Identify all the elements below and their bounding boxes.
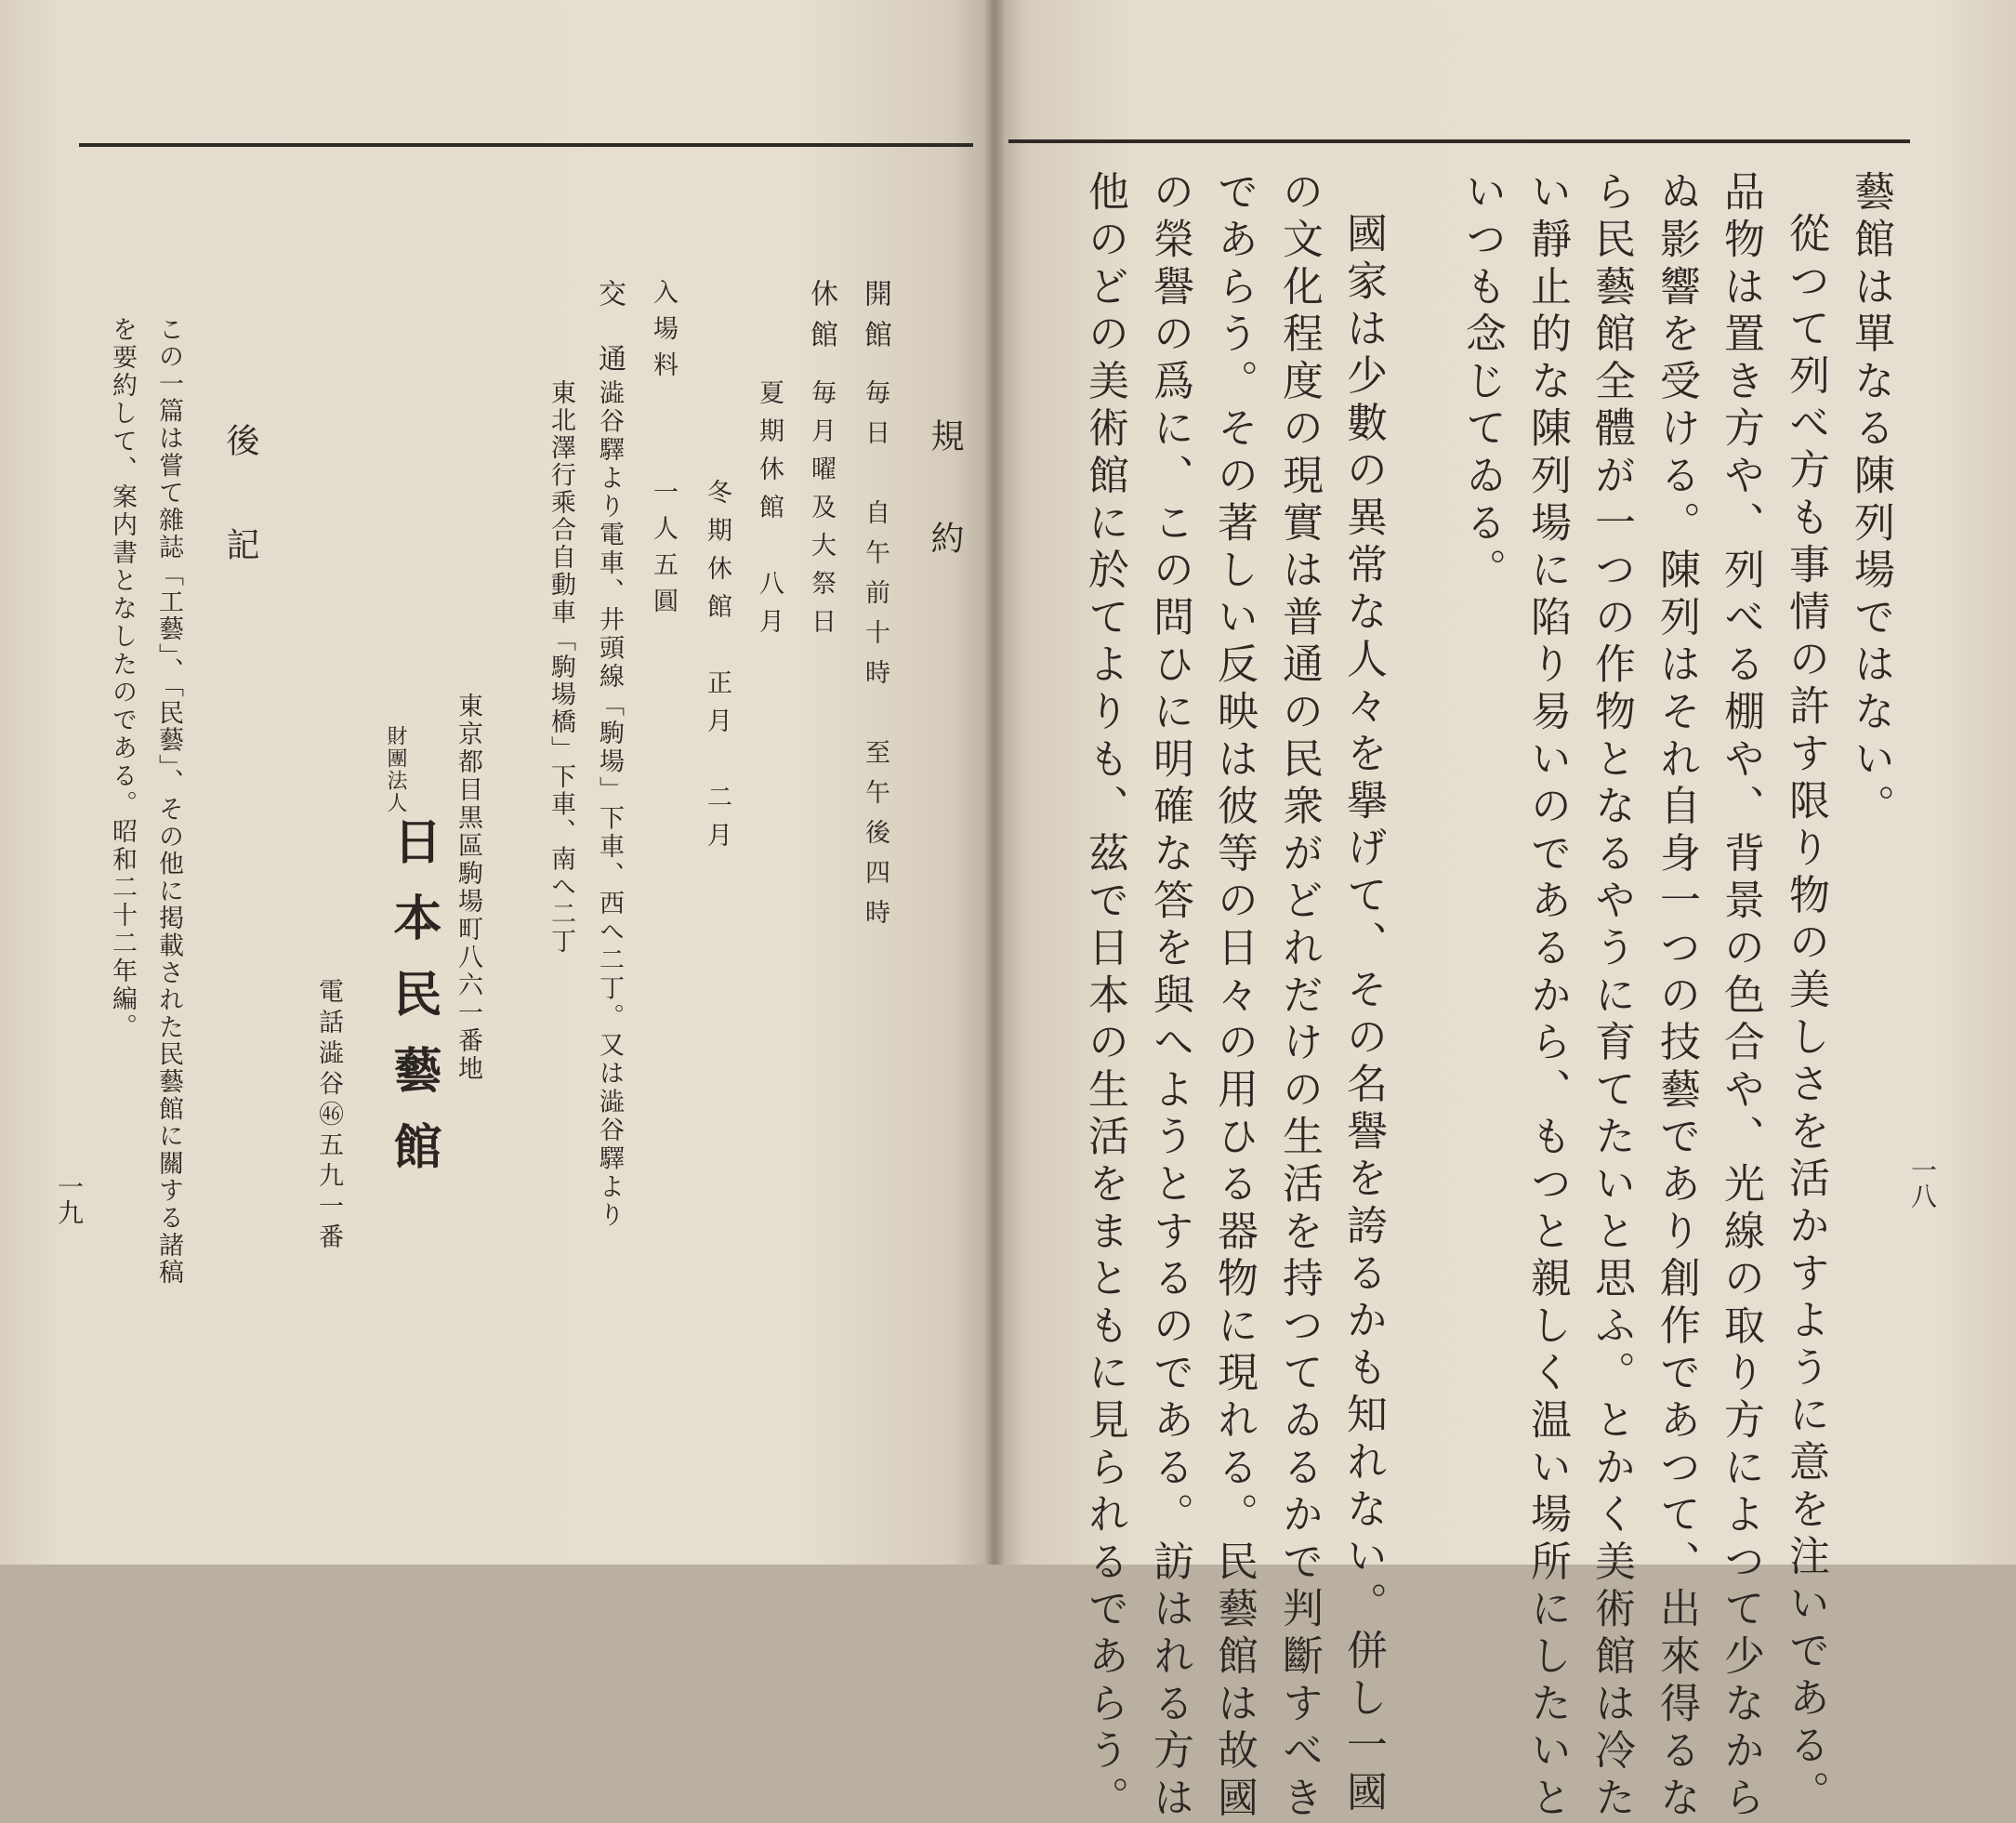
opening-label: 開館 (859, 279, 891, 361)
right-header-rule (1008, 139, 1910, 143)
admission-fee: 一人五圓 (649, 479, 678, 624)
body-column-1: 藝館は單なる陳列場ではない。 (1847, 170, 1894, 832)
book-gutter (985, 0, 1004, 1565)
winter-closure: 冬期休館 正月 二月 (703, 479, 731, 860)
left-folio: 一九 (54, 1173, 85, 1225)
body-column-8: 國家は少數の異常な人々を擧げて、その名譽を誇るかも知れない。併し一國 (1339, 212, 1387, 1818)
body-column-9: の文化程度の現實は普通の民衆がどれだけの生活を持つてゐるかで判斷すべき (1275, 170, 1323, 1823)
body-column-7: いつも念じてゐる。 (1458, 170, 1506, 596)
museum-name: 日本民藝館 (385, 816, 441, 1197)
transport-route-1: 澁谷驛より電車、井頭線「駒場」下車、西へ二丁。又は澁谷驛より (595, 379, 624, 1230)
body-column-3: 品物は置き方や、列べる棚や、背景の色合や、光線の取り方によつて少なから (1717, 170, 1764, 1823)
transport-route-2: 東北澤行乘合自動車「駒場橋」下車、南へ二丁 (547, 379, 575, 956)
body-column-12: 他のどの美術館に於てよりも、茲で日本の生活をまともに見られるであらう。 (1081, 170, 1128, 1823)
body-column-2: 從つて列べ方も事情の許す限り物の美しさを活かすように意を注いである。 (1782, 212, 1829, 1818)
body-column-6: い靜止的な陳列場に陷り易いのであるから、もつと親しく温い場所にしたいと (1523, 170, 1571, 1823)
left-page (0, 0, 993, 1565)
transport-label: 交通 (593, 279, 626, 409)
body-column-5: ら民藝館全體が一つの作物となるやうに育てたいと思ふ。とかく美術館は冷た (1588, 170, 1635, 1823)
body-column-4: ぬ影響を受ける。陳列はそれ自身一つの技藝であり創作であつて、出來得るな (1653, 170, 1700, 1823)
afterword-text-2: を要約して、案内書となしたのである。昭和二十二年編。 (108, 316, 137, 1041)
museum-address: 東京都目黒區駒場町八六一番地 (454, 693, 482, 1083)
closed-label: 休館 (805, 279, 837, 361)
closed-days: 毎月曜及大祭日 (807, 379, 836, 646)
body-column-11: の榮譽の爲に、この問ひに明確な答を與へようとするのである。訪はれる方は (1146, 170, 1193, 1823)
summer-closure: 夏期休館 八月 (755, 379, 784, 646)
museum-phone: 電話澁谷㊻五九一番 (314, 978, 343, 1254)
body-column-10: であらう。その著しい反映は彼等の日々の用ひる器物に現れる。民藝館は故國 (1210, 170, 1258, 1823)
left-header-rule (79, 143, 973, 147)
afterword-text-1: この一篇は嘗て雜誌「工藝」、「民藝」、その他に掲載された民藝館に關する諸稿 (154, 316, 183, 1287)
opening-hours: 毎日 自午前十時 至午後四時 (861, 379, 889, 939)
foundation-label: 財團法人 (384, 725, 407, 814)
rules-heading: 規約 (926, 418, 964, 623)
admission-label: 入場料 (649, 279, 678, 388)
right-folio: 一八 (1907, 1156, 1938, 1209)
afterword-heading: 後記 (221, 423, 259, 631)
